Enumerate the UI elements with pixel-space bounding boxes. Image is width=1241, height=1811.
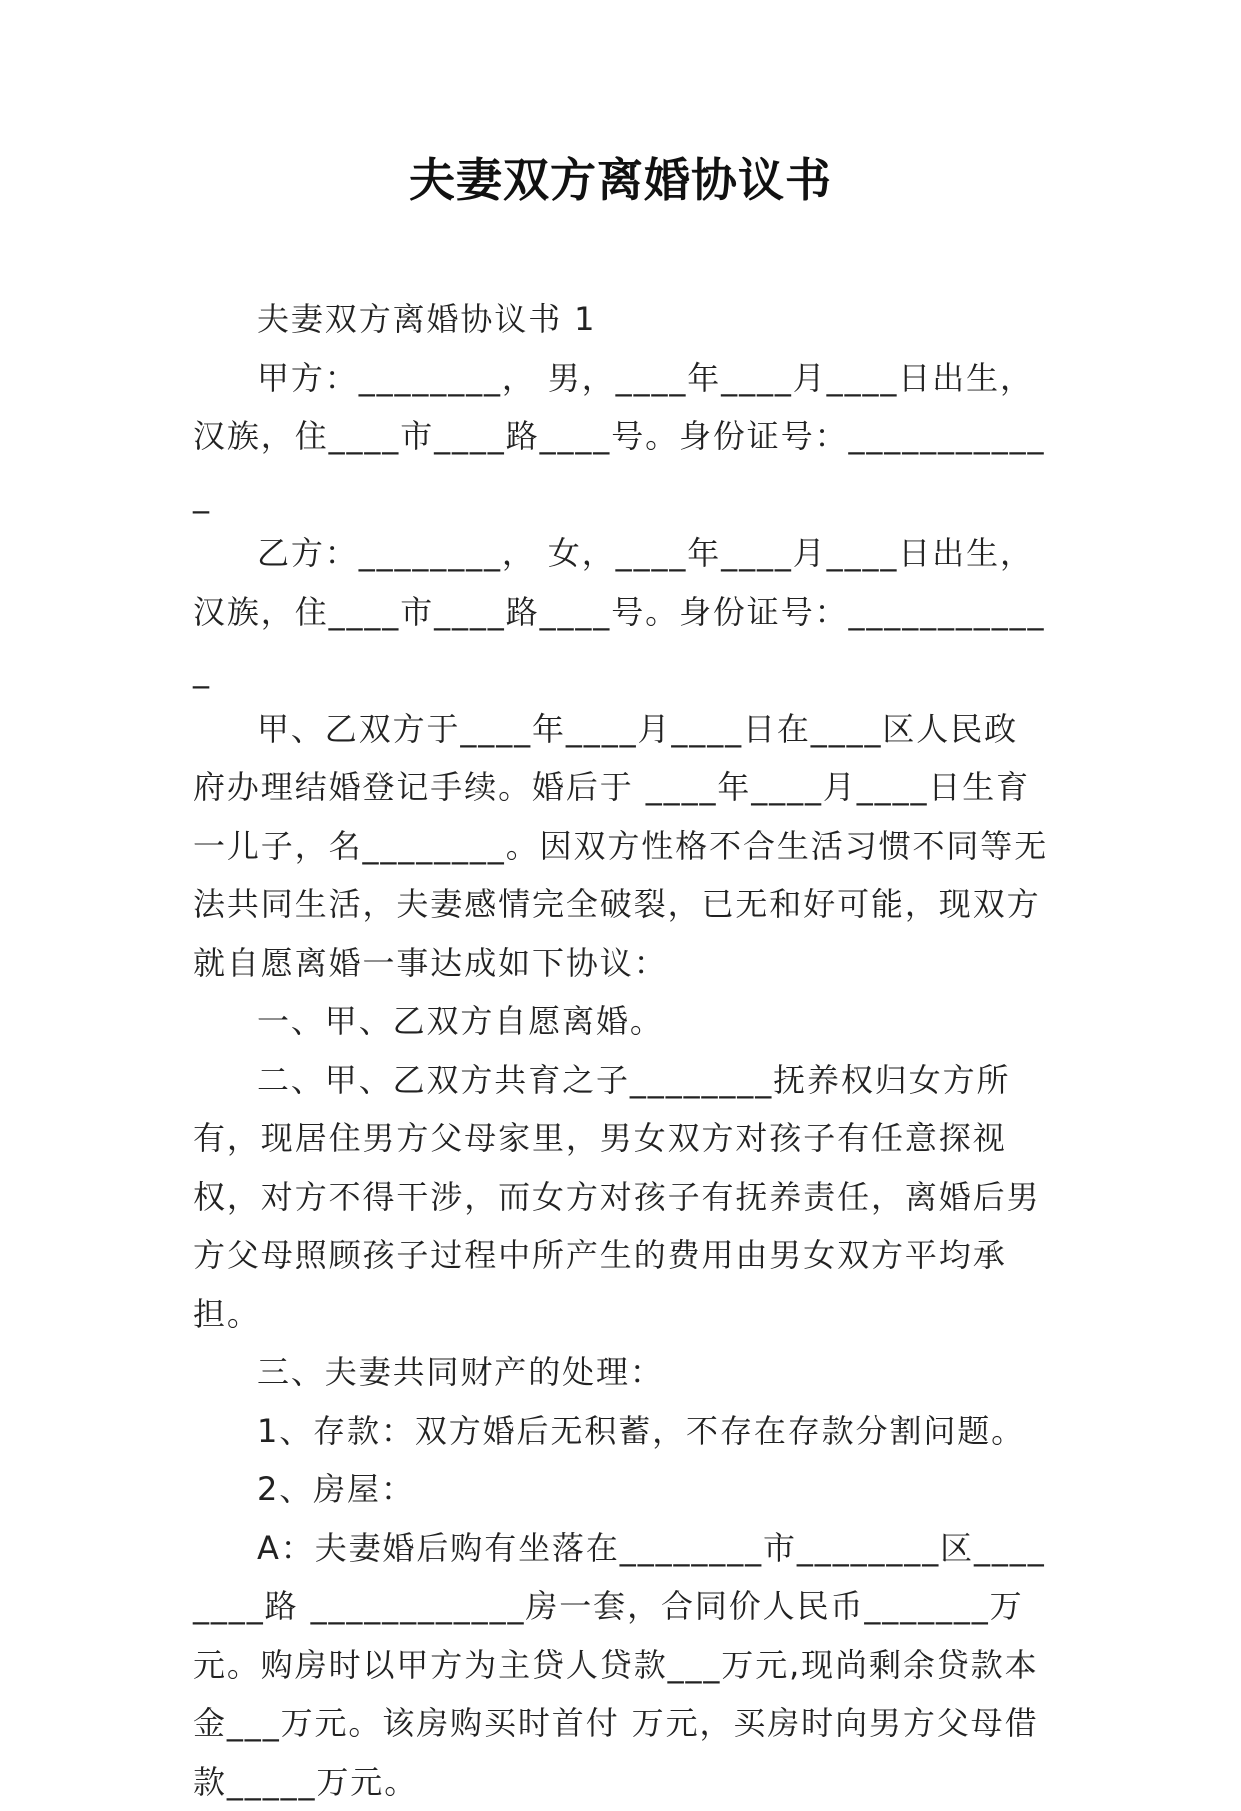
document-title: 夫妻双方离婚协议书	[0, 150, 1241, 210]
marriage-background-paragraph: 甲、乙双方于____年____月____日在____区人民政府办理结婚登记手续。婚后于 ____年____月____日生育一儿子，名________。因双方性格不合生活习惯不同等无法共同生活，夫妻感情完全破裂，已无和好可能，现双方就自愿离婚一事达成如下协议：	[193, 700, 1049, 993]
clause-3-heading: 三、夫妻共同财产的处理：	[193, 1343, 1049, 1402]
housing-detail-paragraph: A：夫妻婚后购有坐落在________市________区________路 ____________房一套，合同价人民币_______万元。购房时以甲方为主贷人贷款___万元,现尚剩余贷款本金___万元。该房购买时首付 万元，买房时向男方父母借款_____万元。	[193, 1519, 1049, 1811]
section-heading: 夫妻双方离婚协议书 1	[193, 290, 1049, 349]
party-b-paragraph: 乙方：________， 女，____年____月____日出生，汉族，住____市____路____号。身份证号：____________	[193, 524, 1049, 700]
document-body	[193, 290, 1049, 1811]
savings-paragraph: 1、存款：双方婚后无积蓄，不存在存款分割问题。	[193, 1402, 1049, 1461]
party-a-paragraph: 甲方：________， 男，____年____月____日出生，汉族，住____市____路____号。身份证号：____________	[193, 349, 1049, 525]
clause-2-paragraph: 二、甲、乙双方共育之子________抚养权归女方所有，现居住男方父母家里，男女双方对孩子有任意探视权，对方不得干涉，而女方对孩子有抚养责任，离婚后男方父母照顾孩子过程中所产生的费用由男女双方平均承担。	[193, 1051, 1049, 1344]
housing-heading: 2、房屋：	[193, 1460, 1049, 1519]
clause-1-paragraph: 一、甲、乙双方自愿离婚。	[193, 992, 1049, 1051]
